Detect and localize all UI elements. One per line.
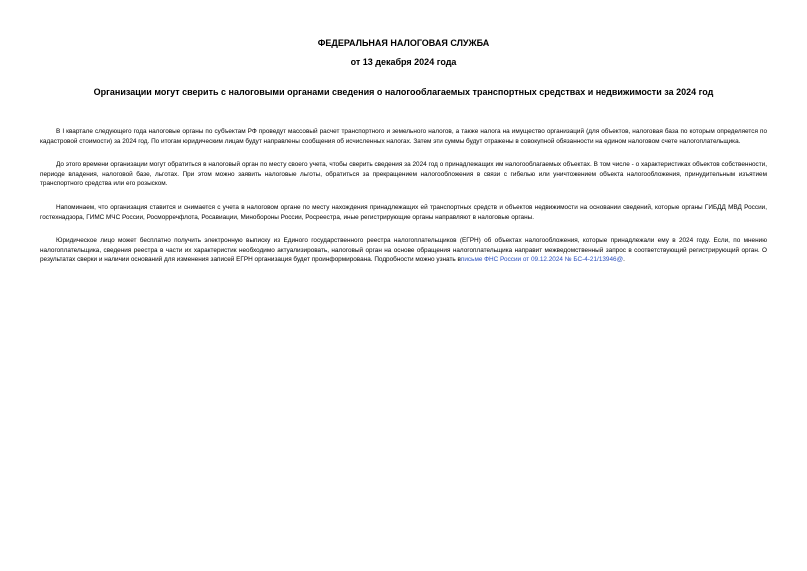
paragraph-2: До этого времени организации могут обратиться в налоговый орган по месту своего учета, чтобы сверить сведения за 2024 год о принадлежащих им налогооблагаемых объектах. В том числе - о характеристиках объектов собственности, периоде владения, налоговой базе, льготах. При этом можно заявить налоговые льготы, обратиться за прекращением налогообложения в связи с гибелью или уничтожением объекта налогообложения, принудительным изъятием транспортного средства или его розыском.	[40, 161, 767, 188]
agency-name: ФЕДЕРАЛЬНАЯ НАЛОГОВАЯ СЛУЖБА	[317, 38, 490, 48]
link-icon: @	[616, 256, 624, 264]
article-body	[40, 127, 767, 279]
ministry-letter-link[interactable]: письме ФНС России от 09.12.2024 № БС-4-21/13946	[460, 256, 617, 264]
article-title: Организации могут сверить с налоговыми органами сведения о налогооблагаемых транспортных средствах и недвижимости за 2024 год	[93, 87, 714, 97]
paragraph-4	[40, 236, 767, 265]
document-date: от 13 декабря 2024 года	[350, 57, 457, 67]
paragraph-4-suffix: .	[623, 256, 625, 264]
paragraph-3: Напоминаем, что организация ставится и снимается с учета в налоговом органе по месту нахождения принадлежащих ей транспортных средств и объектов недвижимости на основании сведений, которые органы ГИБДД МВД России, гостехнадзора, ГИМС МЧС России, Росморречфлота, Росавиации, Минобороны России, Росреестра, иные регистрирующие органы направляют в налоговые органы.	[40, 203, 767, 221]
paragraph-4-text: Юридическое лицо может бесплатно получить электронную выписку из Единого государственного реестра налогоплательщиков (ЕГРН) об объектах налогообложения, которые принадлежали ему в 2024 году. Если, по мнению налогоплательщика, сведения реестра в части их характеристик необходимо актуализировать, налоговый орган на основе обращения налогоплательщика направит межведомственный запрос в соответствующий регистрирующий орган. О результатах сверки и наличии оснований для изменения записей ЕГРН организация будет проинформирована. Подробности можно узнать в	[40, 237, 767, 264]
paragraph-1: В I квартале следующего года налоговые органы по субъектам РФ проведут массовый расчет транспортного и земельного налогов, а также налога на имущество организаций (для объектов, налоговая база по которым определяется по кадастровой стоимости) за 2024 год. По итогам юридическим лицам будут направлены сообщения об исчисленных налогах. Затем эти суммы будут отражены в совокупной обязанности на едином налоговом счете налогоплательщика.	[40, 128, 767, 145]
